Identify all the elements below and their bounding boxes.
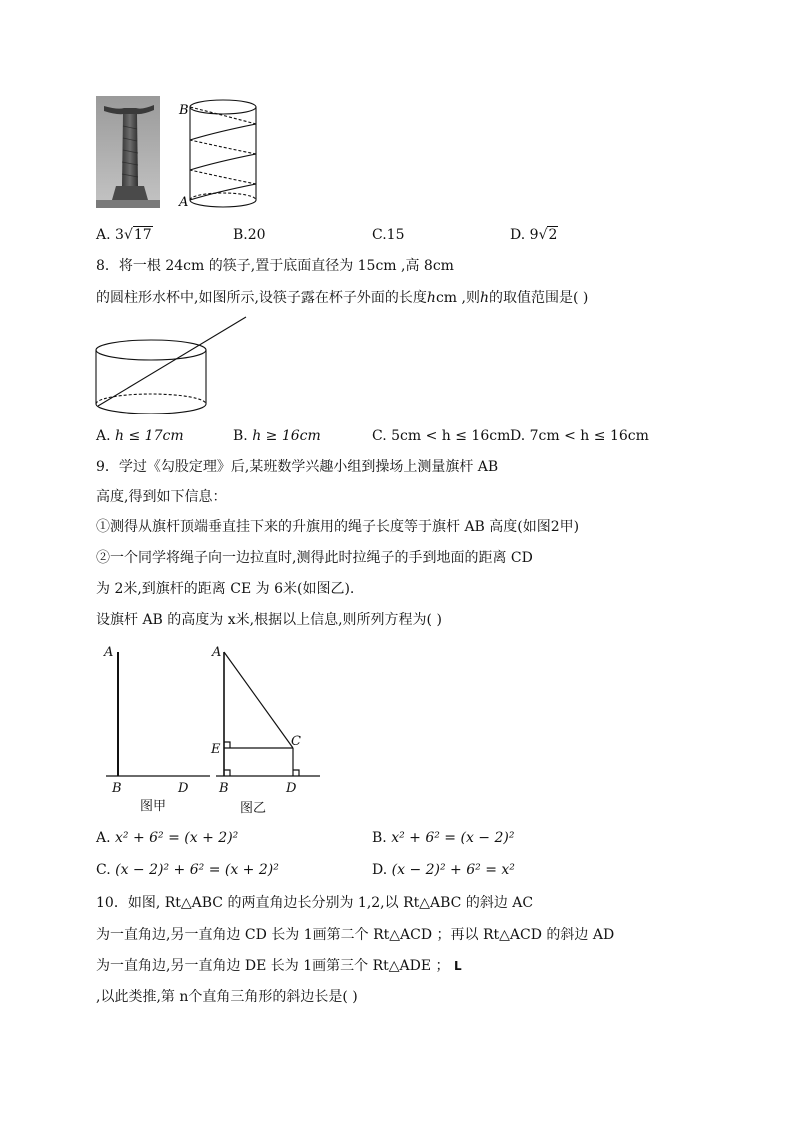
helix-cylinder: [176, 96, 266, 214]
q9-stem-line6: 设旗杆 AB 的高度为 x米,根据以上信息,则所列方程为( ): [96, 612, 442, 628]
flagpole-diagrams: [100, 640, 325, 820]
q9-stem-line3: ①测得从旗杆顶端垂直挂下来的升旗用的绳子长度等于旗杆 AB 高度(如图2甲): [96, 519, 580, 535]
fig1-label-a: A: [104, 645, 114, 660]
q9-figure: [100, 640, 325, 820]
q9-option-d[interactable]: D. (x − 2)² + 6² = x²: [372, 862, 515, 878]
q7-option-d[interactable]: D. 9√2: [510, 227, 558, 243]
fig2-label-e: E: [211, 742, 221, 757]
q8-option-a[interactable]: A. h ≤ 17cm: [96, 428, 184, 444]
q10-stem-line4: ,以此类推,第 n个直角三角形的斜边长是( ): [96, 989, 358, 1005]
sqrt-icon: √: [538, 227, 548, 243]
q7-option-a[interactable]: A. 3√17: [96, 227, 152, 243]
q9-option-c[interactable]: C. (x − 2)² + 6² = (x + 2)²: [96, 862, 279, 878]
q9-stem-line1: 9．学过《勾股定理》后,某班数学兴趣小组到操场上测量旗杆 AB: [96, 459, 499, 475]
q8-stem-line2: 的圆柱形水杯中,如图所示,设筷子露在杯子外面的长度hcm ,则h的取值范围是( ): [96, 290, 589, 306]
q9-stem-line4: ②一个同学将绳子向一边拉直时,测得此时拉绳子的手到地面的距离 CD: [96, 550, 533, 566]
q8-stem-line1: 8．将一根 24cm 的筷子,置于底面直径为 15cm ,高 8cm: [96, 258, 454, 274]
q9-option-b[interactable]: B. x² + 6² = (x − 2)²: [372, 830, 515, 846]
label-a: A: [179, 195, 189, 210]
q8-option-b[interactable]: B. h ≥ 16cm: [233, 428, 321, 444]
q8-option-d[interactable]: D. 7cm < h ≤ 16cm: [510, 428, 649, 444]
fig1-caption: 图甲: [140, 799, 167, 814]
q7-option-b[interactable]: B.20: [233, 227, 266, 243]
cup-with-chopstick: [94, 314, 254, 414]
q7-option-c[interactable]: C.15: [372, 227, 405, 243]
label-b: B: [179, 103, 189, 118]
fig2-label-c: C: [291, 734, 301, 749]
fig2-label-b: B: [219, 781, 229, 796]
q10-stem-line2: 为一直角边,另一直角边 CD 长为 1画第二个 Rt△ACD ；再以 Rt△ACD 的斜边 AD: [96, 927, 615, 943]
fig2-label-d: D: [286, 781, 297, 796]
sqrt-icon: √: [123, 227, 133, 243]
q9-stem-line5: 为 2米,到旗杆的距离 CE 为 6米(如图乙).: [96, 581, 355, 597]
q8-cylinder-figure: [94, 314, 254, 414]
fig1-label-b: B: [112, 781, 122, 796]
fig2-label-a: A: [212, 645, 222, 660]
q8-option-c[interactable]: C. 5cm < h ≤ 16cm: [372, 428, 511, 444]
q10-stem-line1: 10．如图, Rt△ABC 的两直角边长分别为 1,2,以 Rt△ABC 的斜边 AC: [96, 895, 534, 911]
fig2-caption: 图乙: [240, 801, 267, 816]
q7-cylinder-figure: [176, 96, 266, 214]
q10-stem-line3: 为一直角边,另一直角边 DE 长为 1画第三个 Rt△ADE ； L: [96, 958, 462, 974]
fig1-label-d: D: [178, 781, 189, 796]
q9-option-a[interactable]: A. x² + 6² = (x + 2)²: [96, 830, 239, 846]
q9-stem-line2: 高度,得到如下信息：: [96, 489, 227, 505]
